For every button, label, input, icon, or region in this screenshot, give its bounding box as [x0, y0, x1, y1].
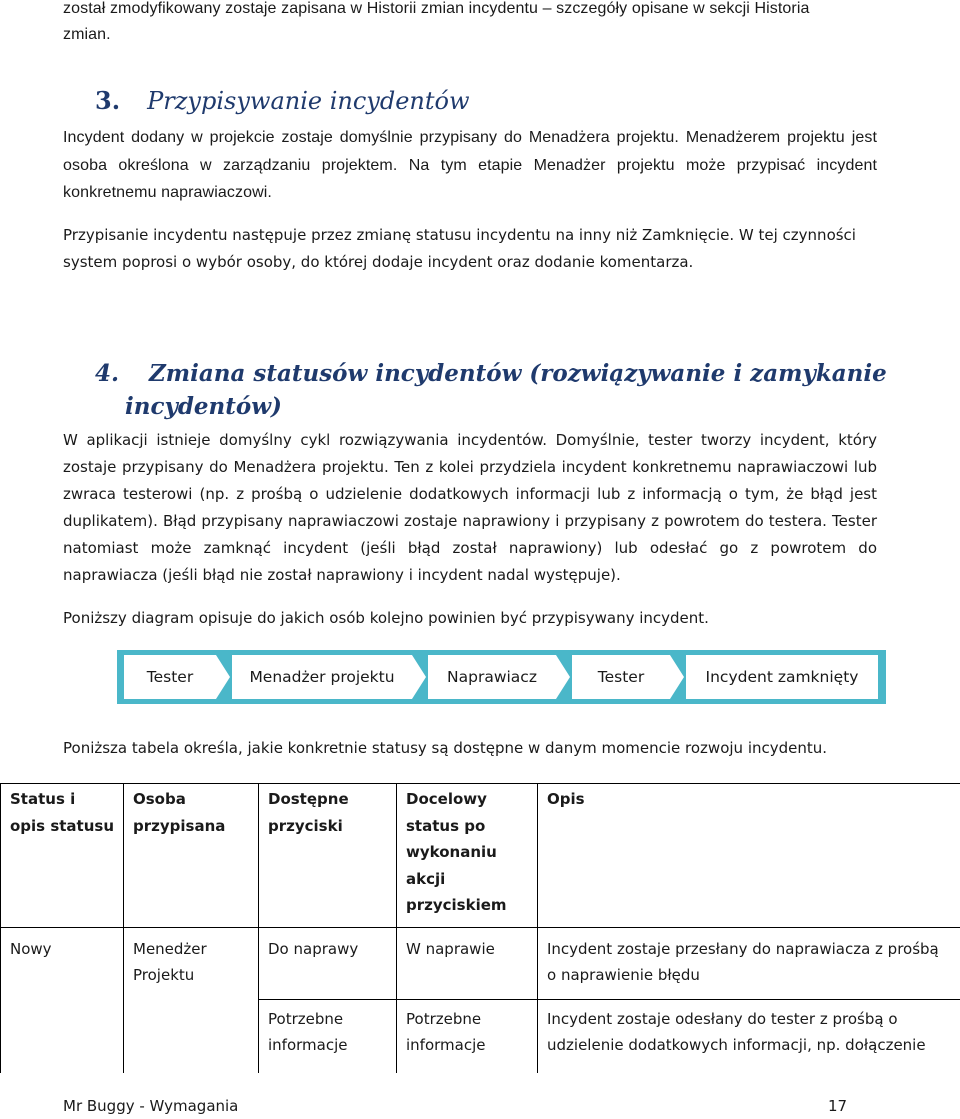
flow-arrow-icon	[556, 655, 570, 699]
section-4-heading	[95, 357, 887, 423]
page-number: 17	[828, 1097, 848, 1115]
table-row	[1, 999, 960, 1073]
cell-description: Incydent zostaje odesłany do tester z prośbą o udzielenie dodatkowych informacji, np. dołączenie	[538, 999, 960, 1073]
section-4-paragraph-1: W aplikacji istnieje domyślny cykl rozwiązywania incydentów. Domyślnie, tester tworzy incydent, który zostaje przypisany do Menadżera projektu. Ten z kolei przydziela incydent konkretnemu naprawiaczowi lub zwraca testerowi (np. z prośbą o udzielenie dodatkowych informacji lub z informacją o tym, że błąd jest duplikatem). Błąd przypisany naprawiaczowi zostaje naprawiony i przypisany z powrotem do testera. Tester natomiast może zamknąć incydent (jeśli błąd został naprawiony) lub odesłać go z powrotem do naprawiacza (jeśli błąd nie został naprawiony i incydent nadal występuje).	[63, 431, 877, 584]
table-header-row	[1, 784, 960, 928]
footer-title: Mr Buggy - Wymagania	[63, 1097, 239, 1115]
cell-target: Potrzebne informacje	[397, 999, 538, 1073]
cell-status: Nowy	[1, 927, 124, 999]
flow-step-tester: Tester	[124, 655, 216, 699]
flow-step-incident-closed: Incydent zamknięty	[686, 655, 878, 699]
cell-description: Incydent zostaje przesłany do naprawiacza z prośbą o naprawienie błędu	[538, 927, 960, 999]
header-target-status: Docelowy status po wykonaniu akcji przyciskiem	[397, 784, 538, 928]
flow-step-tester-2: Tester	[572, 655, 670, 699]
cell-person	[124, 999, 259, 1073]
section-4-number: 4.	[95, 360, 120, 387]
cell-status	[1, 999, 124, 1073]
section-3-heading	[95, 86, 470, 120]
intro-line-1: został zmodyfikowany zostaje zapisana w Historii zmian incydentu – szczegóły opisane w sekcji Historia	[63, 0, 810, 17]
flow-step-project-manager: Menadżer projektu	[232, 655, 412, 699]
cell-target: W naprawie	[397, 927, 538, 999]
section-4-title-line-2: incydentów)	[125, 393, 282, 420]
table-intro: Poniższa tabela określa, jakie konkretnie statusy są dostępne w danym momencie rozwoju incydentu.	[63, 739, 828, 757]
table-row	[1, 927, 960, 999]
flow-step-fixer: Naprawiacz	[428, 655, 556, 699]
status-table	[0, 783, 960, 1073]
header-status: Status i opis statusu	[1, 784, 124, 928]
section-3-paragraph-2: Przypisanie incydentu następuje przez zmianę statusu incydentu na inny niż Zamknięcie. W tej czynności system poprosi o wybór osoby, do której dodaje incydent oraz dodanie komentarza.	[63, 226, 856, 271]
section-3-title: Przypisywanie incydentów	[147, 87, 470, 115]
section-3-number: 3.	[95, 86, 121, 115]
cell-button: Do naprawy	[259, 927, 397, 999]
flow-arrow-icon	[670, 655, 684, 699]
cell-button: Potrzebne informacje	[259, 999, 397, 1073]
flow-arrow-icon	[216, 655, 230, 699]
cell-person: Menedżer Projektu	[124, 927, 259, 999]
section-3-paragraph-1: Incydent dodany w projekcie zostaje domyślnie przypisany do Menadżera projektu. Menadżerem projektu jest osoba określona w zarządzaniu projektem. Na tym etapie Menadżer projektu może przypisać incydent konkretnemu naprawiaczowi.	[63, 129, 877, 201]
intro-text	[63, 0, 877, 48]
intro-line-2: zmian.	[63, 26, 111, 43]
header-buttons: Dostępne przyciski	[259, 784, 397, 928]
header-description: Opis	[538, 784, 960, 928]
diagram-intro: Poniższy diagram opisuje do jakich osób kolejno powinien być przypisywany incydent.	[63, 609, 709, 627]
header-person: Osoba przypisana	[124, 784, 259, 928]
flow-arrow-icon	[412, 655, 426, 699]
section-4-title-line-1: Zmiana statusów incydentów (rozwiązywanie i zamykanie	[149, 360, 887, 387]
